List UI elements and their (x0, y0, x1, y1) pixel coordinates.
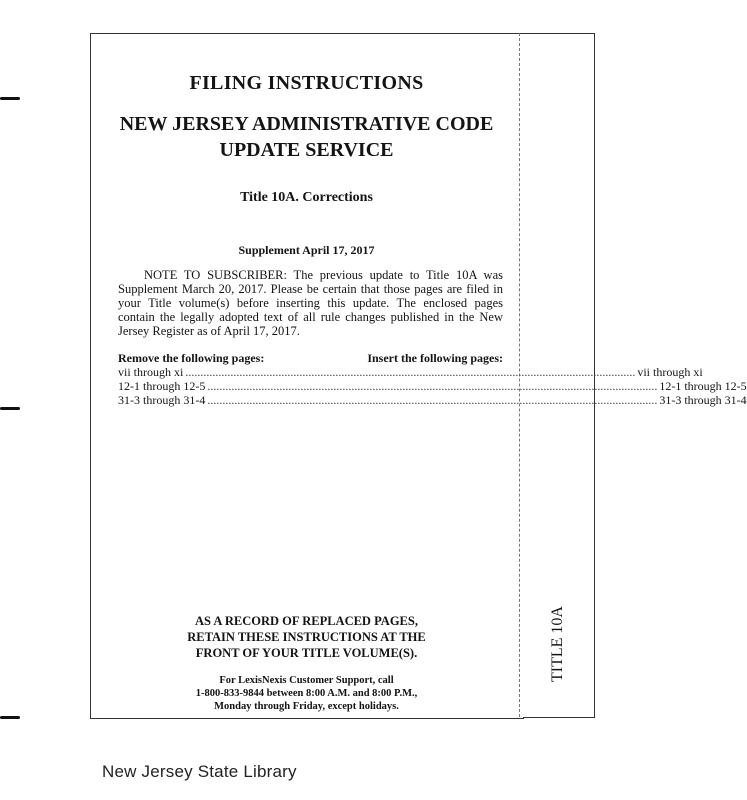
table-row (118, 365, 703, 379)
code-title-line1: NEW JERSEY ADMINISTRATIVE CODE (119, 113, 494, 135)
record-line-1: AS A RECORD OF REPLACED PAGES, (195, 614, 418, 628)
insert-range: 31-3 through 31-4 (659, 393, 747, 407)
table-row (118, 393, 747, 407)
subscriber-note-text: NOTE TO SUBSCRIBER: The previous update to Title 10A was Supplement March 20, 2017. Please be certain that those pages are filed in your Title volume(s) before inserting this update. The enclosed pages contain the legally adopted text of all rule changes published in the New Jersey Register as of April 17, 2017. (118, 268, 503, 338)
scan-mark (0, 716, 20, 719)
title-subject: Title 10A. Corrections (240, 190, 373, 205)
supplement-date: Supplement April 17, 2017 (238, 243, 375, 257)
insert-pages-header: Insert the following pages: (367, 351, 503, 365)
subscriber-note (118, 268, 503, 338)
insert-range: 12-1 through 12-5 (659, 379, 747, 393)
pages-table-header (118, 351, 503, 366)
remove-range: 31-3 through 31-4 (118, 393, 206, 407)
support-line-1: For LexisNexis Customer Support, call (219, 675, 394, 686)
remove-range: vii through xi (118, 365, 184, 379)
support-line-2: 1-800-833-9844 between 8:00 A.M. and 8:00 P.M., (195, 688, 418, 699)
record-notice (90, 613, 523, 661)
code-title-line2: UPDATE SERVICE (219, 139, 394, 161)
scan-mark (0, 97, 20, 100)
table-row (118, 379, 747, 393)
library-stamp: New Jersey State Library (102, 762, 297, 781)
scan-mark (0, 407, 20, 410)
record-line-2: RETAIN THESE INSTRUCTIONS AT THE (187, 630, 426, 644)
record-line-3: FRONT OF YOUR TITLE VOLUME(S). (195, 646, 418, 660)
support-line-3: Monday through Friday, except holidays. (214, 701, 399, 712)
dot-leader: ...................................................................................................................................................... (207, 393, 658, 407)
remove-pages-header: Remove the following pages: (118, 351, 265, 365)
spine-label: TITLE 10A (549, 606, 566, 682)
remove-range: 12-1 through 12-5 (118, 379, 206, 393)
customer-support (90, 674, 523, 713)
spine-bottom-rule (523, 717, 595, 718)
dot-leader: ...................................................................................................................................................... (207, 379, 658, 393)
page-title: FILING INSTRUCTIONS (189, 72, 424, 94)
insert-range: vii through xi (637, 365, 703, 379)
dot-leader: ...................................................................................................................................................... (185, 365, 636, 379)
spine-top-rule (523, 33, 595, 34)
